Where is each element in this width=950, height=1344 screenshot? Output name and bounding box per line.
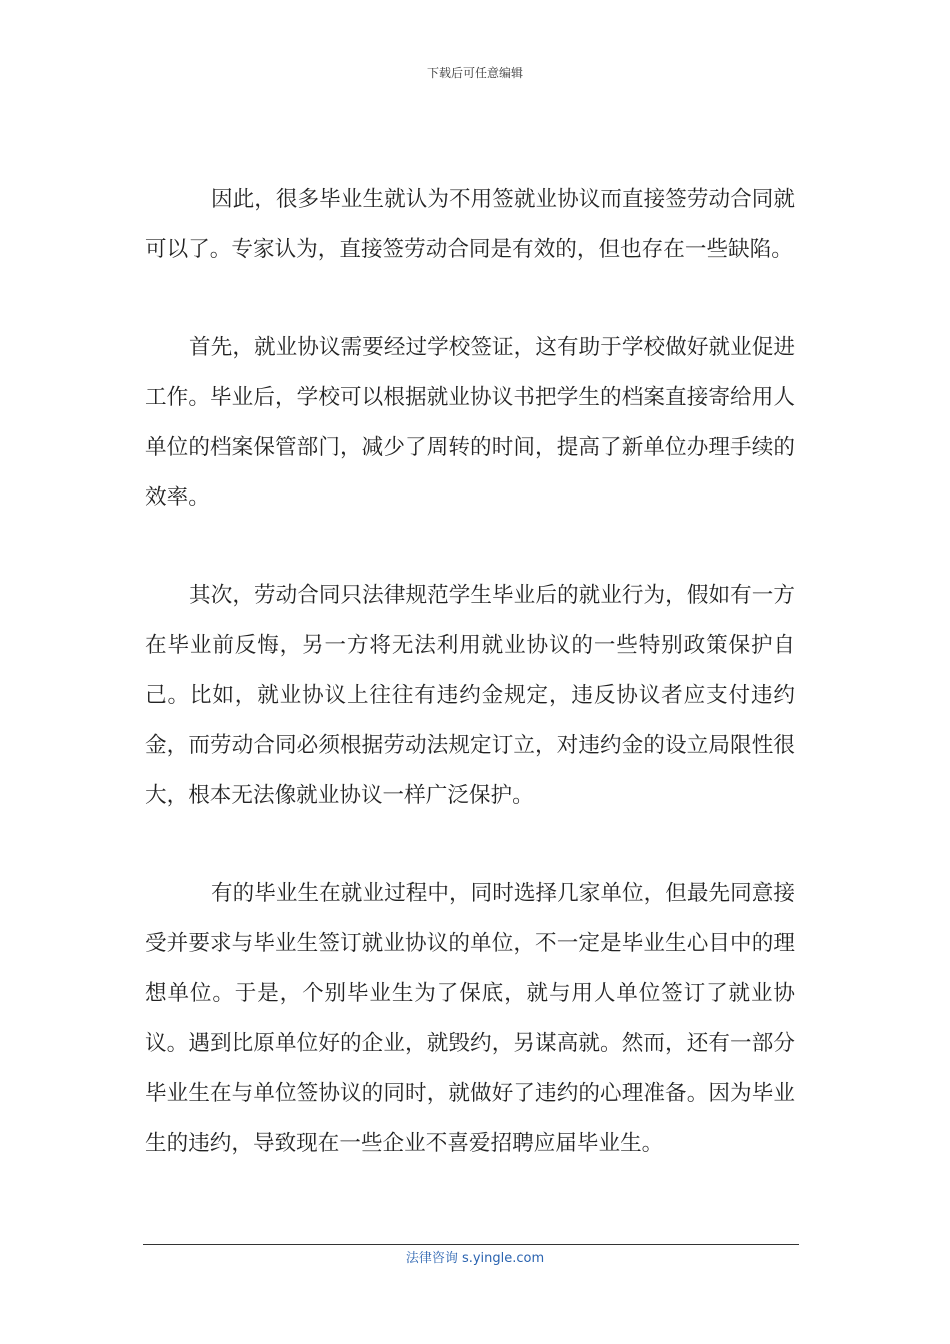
footer-link[interactable]: 法律咨询 s.yingle.com (405, 1251, 545, 1266)
document-body (145, 175, 795, 1217)
paragraph-text: 其次，劳动合同只法律规范学生毕业后的就业行为，假如有一方在毕业前反悔，另一方将无法利用就业协议的一些特别政策保护自己。比如，就业协议上往往有违约金规定，违反协议者应支付违约金，而劳动合同必须根据劳动法规定订立，对违约金的设立局限性很大，根本无法像就业协议一样广泛保护。 (145, 583, 795, 808)
paragraph-4 (145, 869, 795, 1169)
paragraph-2 (145, 323, 795, 523)
page-header: 下载后可任意编辑 (426, 66, 523, 80)
paragraph-1 (145, 175, 795, 275)
paragraph-3 (145, 571, 795, 821)
paragraph-text: 首先，就业协议需要经过学校签证，这有助于学校做好就业促进工作。毕业后，学校可以根据就业协议书把学生的档案直接寄给用人单位的档案保管部门，减少了周转的时间，提高了新单位办理手续的效率。 (145, 335, 795, 510)
paragraph-text: 因此，很多毕业生就认为不用签就业协议而直接签劳动合同就可以了。专家认为，直接签劳动合同是有效的，但也存在一些缺陷。 (145, 187, 795, 262)
footer-divider (143, 1244, 799, 1245)
paragraph-text: 有的毕业生在就业过程中，同时选择几家单位，但最先同意接受并要求与毕业生签订就业协议的单位，不一定是毕业生心目中的理想单位。于是，个别毕业生为了保底，就与用人单位签订了就业协议。遇到比原单位好的企业，就毁约，另谋高就。然而，还有一部分毕业生在与单位签协议的同时，就做好了违约的心理准备。因为毕业生的违约，导致现在一些企业不喜爱招聘应届毕业生。 (145, 881, 795, 1156)
